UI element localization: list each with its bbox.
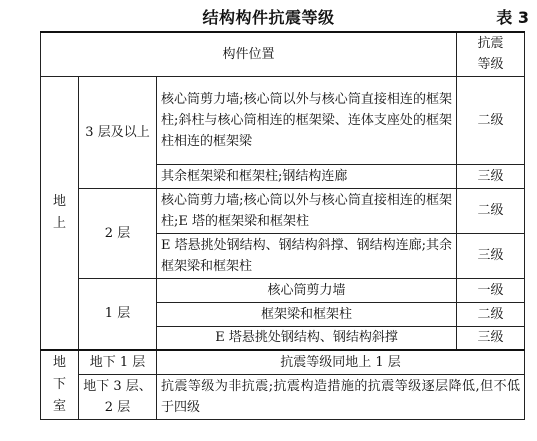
header-grade-line1: 抗震	[477, 36, 504, 52]
basement-text-cell: 抗震等级为非抗震;抗震构造措施的抗震等级逐层降低,但不低于四级	[157, 374, 525, 419]
floor-label-1: 1 层	[79, 278, 157, 350]
component-cell: 其余框架梁和框架柱;钢结构连廊	[157, 164, 457, 188]
table-row	[41, 188, 525, 233]
table-row	[41, 374, 525, 419]
grade-cell: 二级	[457, 76, 525, 164]
basement-label-line1: 地	[52, 354, 66, 370]
grade-cell: 三级	[457, 326, 525, 350]
header-row	[41, 32, 525, 76]
table-row	[41, 278, 525, 302]
floor-label-b2-b3-line1: 地下 3 层、	[83, 378, 152, 394]
component-cell: E 塔悬挑处钢结构、钢结构斜撑、钢结构连廊;其余框架梁和框架柱	[157, 233, 457, 278]
seismic-grade-table	[40, 31, 525, 420]
component-cell: 核心筒剪力墙;核心筒以外与核心筒直接相连的框架柱;斜柱与核心筒相连的框架梁、连体支座处的框架柱相连的框架梁	[157, 76, 457, 164]
floor-label-3-up: 3 层及以上	[79, 76, 157, 188]
above-ground-label	[41, 76, 79, 350]
table-title: 结构构件抗震等级	[202, 8, 335, 27]
floor-label-b2-b3-line2: 2 层	[104, 399, 131, 415]
grade-cell: 三级	[457, 233, 525, 278]
table-row	[41, 350, 525, 374]
component-cell: E 塔悬挑处钢结构、钢结构斜撑	[157, 326, 457, 350]
basement-text-cell: 抗震等级同地上 1 层	[157, 350, 525, 374]
component-cell: 核心筒剪力墙	[157, 278, 457, 302]
table-row	[41, 76, 525, 164]
floor-label-b1: 地下 1 层	[79, 350, 157, 374]
component-cell: 框架梁和框架柱	[157, 302, 457, 326]
table-caption	[0, 0, 537, 32]
basement-label	[41, 350, 79, 419]
above-ground-label-line2: 上	[52, 215, 66, 231]
basement-label-line3: 室	[52, 398, 66, 414]
floor-label-2: 2 层	[79, 188, 157, 278]
component-cell: 核心筒剪力墙;核心筒以外与核心筒直接相连的框架柱;E 塔的框架梁和框架柱	[157, 188, 457, 233]
grade-cell: 二级	[457, 188, 525, 233]
table-number: 表 3	[496, 8, 529, 27]
above-ground-label-line1: 地	[52, 193, 66, 209]
floor-label-b2-b3	[79, 374, 157, 419]
header-position: 构件位置	[41, 32, 457, 76]
header-grade	[457, 32, 525, 76]
grade-cell: 一级	[457, 278, 525, 302]
basement-label-line2: 下	[52, 376, 66, 392]
grade-cell: 二级	[457, 302, 525, 326]
header-grade-line2: 等级	[477, 57, 504, 73]
grade-cell: 三级	[457, 164, 525, 188]
